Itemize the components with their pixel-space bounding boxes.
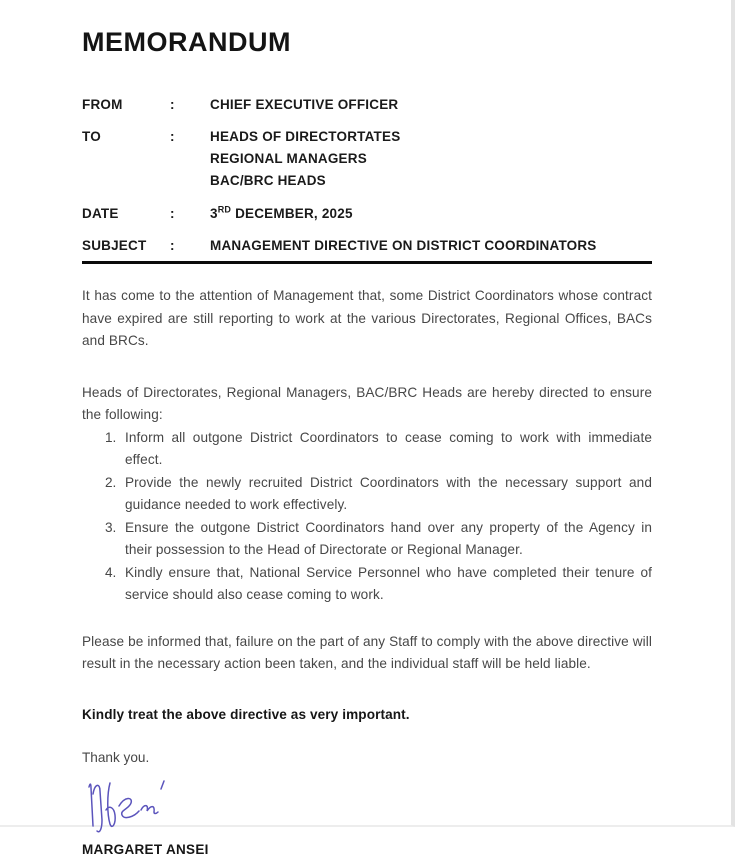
- paragraph-notice: It has come to the attention of Management that, some District Coordinators whose contract have expired are still reporting to work at the various Directorates, Regional Offices, BACs and BRCs.: [82, 288, 652, 348]
- header-divider-rule: [82, 261, 652, 264]
- list-item: [82, 427, 652, 472]
- page-title: MEMORANDUM: [82, 27, 291, 57]
- list-item: [82, 517, 652, 562]
- date-rest: DECEMBER, 2025: [231, 206, 353, 221]
- to-recipient-line: REGIONAL MANAGERS: [210, 151, 367, 166]
- paragraph-directive-intro: Heads of Directorates, Regional Managers, BAC/BRC Heads are hereby directed to ensure the following:: [82, 384, 652, 422]
- field-colon: :: [170, 97, 175, 112]
- to-recipient-line: BAC/BRC HEADS: [210, 173, 326, 188]
- list-item-text: Kindly ensure that, National Service Personnel who have completed their tenure of service should also cease coming to work.: [125, 564, 652, 602]
- paragraph-warning: Please be informed that, failure on the part of any Staff to comply with the above directive will result in the necessary action been taken, and the individual staff will be held liable.: [82, 633, 652, 671]
- field-colon: :: [170, 129, 175, 144]
- field-colon: :: [170, 238, 175, 253]
- field-colon: :: [170, 206, 175, 221]
- list-item-text: Ensure the outgone District Coordinators hand over any property of the Agency in their possession to the Head of Directorate or Regional Manager.: [125, 519, 652, 557]
- list-item-number: 3.: [105, 519, 117, 535]
- date-day: 3: [210, 206, 218, 221]
- field-value-date: [210, 203, 652, 224]
- numbered-list: [82, 427, 652, 607]
- signature-image: [82, 770, 652, 836]
- field-row-to: [82, 126, 652, 192]
- list-item: [82, 472, 652, 517]
- field-value-from: CHIEF EXECUTIVE OFFICER: [210, 97, 399, 112]
- field-value-subject: MANAGEMENT DIRECTIVE ON DISTRICT COORDINATORS: [210, 238, 597, 253]
- signatory-name: MARGARET ANSEI: [82, 841, 209, 857]
- field-label-from: FROM: [82, 97, 123, 112]
- list-item-number: 1.: [105, 429, 117, 445]
- list-item-text: Inform all outgone District Coordinators to cease coming to work with immediate effect.: [125, 429, 652, 467]
- date-ordinal: RD: [217, 204, 232, 215]
- list-item-number: 4.: [105, 564, 117, 580]
- field-label-to: TO: [82, 129, 101, 144]
- field-row-subject: [82, 235, 652, 256]
- field-label-subject: SUBJECT: [82, 238, 147, 253]
- to-recipient-line: HEADS OF DIRECTORTATES: [210, 129, 401, 144]
- field-row-date: [82, 203, 652, 224]
- closing-text: Thank you.: [82, 749, 150, 765]
- field-label-date: DATE: [82, 206, 119, 221]
- list-item-text: Provide the newly recruited District Coordinators with the necessary support and guidance needed to work effectively.: [125, 474, 652, 512]
- emphasis-note: Kindly treat the above directive as very important.: [82, 706, 410, 722]
- field-row-from: [82, 94, 652, 115]
- list-item-number: 2.: [105, 474, 117, 490]
- field-value-to: [210, 126, 652, 192]
- list-item: [82, 562, 652, 607]
